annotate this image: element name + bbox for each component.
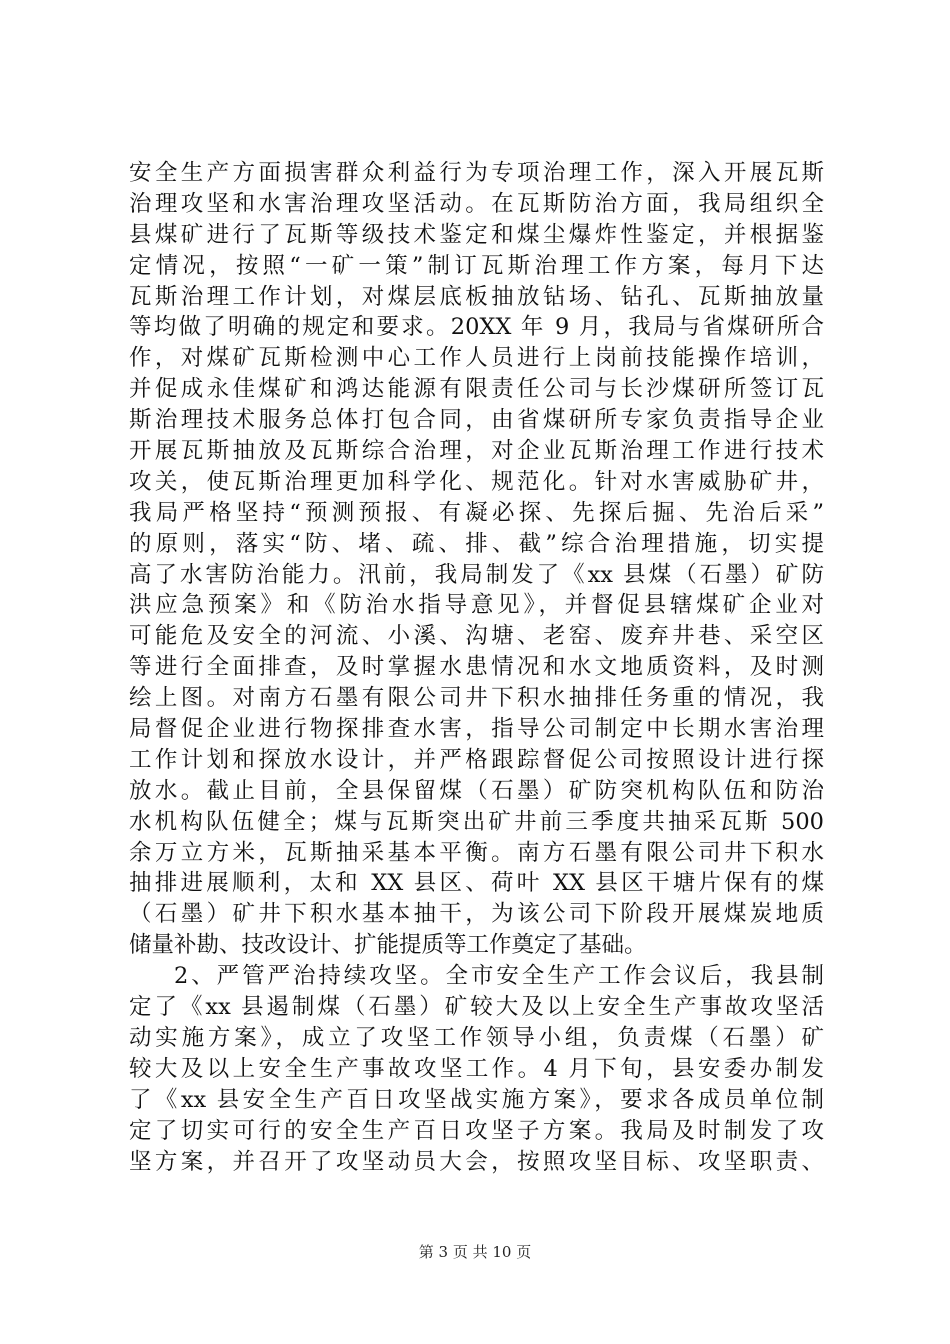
text-line: 放水。截止目前，全县保留煤（石墨）矿防突机构队伍和防治 (129, 777, 824, 804)
text-line: 高了水害防治能力。汛前，我局制发了《xx 县煤（石墨）矿防 (129, 561, 824, 588)
text-line: 开展瓦斯抽放及瓦斯综合治理，对企业瓦斯治理工作进行技术 (129, 438, 824, 465)
text-line: 我局严格坚持“预测预报、有凝必探、先探后掘、先治后采” (129, 499, 824, 526)
text-line: 余万立方米，瓦斯抽采基本平衡。南方石墨有限公司井下积水 (129, 839, 824, 866)
text-line: 县煤矿进行了瓦斯等级技术鉴定和煤尘爆炸性鉴定，并根据鉴 (129, 221, 824, 248)
text-line: 较大及以上安全生产事故攻坚工作。4 月下旬，县安委办制发 (129, 1055, 824, 1082)
text-line: 定了《xx 县遏制煤（石墨）矿较大及以上安全生产事故攻坚活 (129, 994, 824, 1021)
text-line: 攻关，使瓦斯治理更加科学化、规范化。针对水害威胁矿井， (129, 468, 824, 495)
text-line: 绘上图。对南方石墨有限公司井下积水抽排任务重的情况，我 (129, 685, 824, 712)
text-line: 工作计划和探放水设计，并严格跟踪督促公司按照设计进行探 (129, 746, 824, 773)
text-line: 安全生产方面损害群众利益行为专项治理工作，深入开展瓦斯 (129, 160, 824, 186)
text-line: 了《xx 县安全生产百日攻坚战实施方案》，要求各成员单位制 (129, 1086, 824, 1113)
page-footer: 第 3 页 共 10 页 (418, 1243, 532, 1261)
text-line: （石墨）矿井下积水基本抽干，为该公司下阶段开展煤炭地质 (129, 901, 824, 928)
text-line: 洪应急预案》和《防治水指导意见》，并督促县辖煤矿企业对 (129, 592, 824, 619)
text-line: 2、严管严治持续攻坚。全市安全生产工作会议后，我县制 (174, 963, 824, 990)
text-line: 作，对煤矿瓦斯检测中心工作人员进行上岗前技能操作培训， (129, 345, 824, 372)
text-line: 局督促企业进行物探排查水害，指导公司制定中长期水害治理 (129, 716, 824, 743)
text-line: 储量补勘、技改设计、扩能提质等工作奠定了基础。 (129, 932, 647, 959)
text-line: 抽排进展顺利，太和 XX 县区、荷叶 XX 县区干塘片保有的煤 (129, 870, 824, 897)
text-line: 坚方案，并召开了攻坚动员大会，按照攻坚目标、攻坚职责、 (129, 1148, 824, 1175)
text-line: 等均做了明确的规定和要求。20XX 年 9 月，我局与省煤研所合 (129, 314, 824, 341)
text-line: 水机构队伍健全；煤与瓦斯突出矿井前三季度共抽采瓦斯 500 (129, 808, 824, 835)
text-line: 定情况，按照“一矿一策”制订瓦斯治理工作方案，每月下达 (129, 252, 824, 279)
text-line: 并促成永佳煤矿和鸿达能源有限责任公司与长沙煤研所签订瓦 (129, 376, 824, 403)
text-line: 斯治理技术服务总体打包合同，由省煤研所专家负责指导企业 (129, 407, 824, 434)
text-line: 可能危及安全的河流、小溪、沟塘、老窑、废弃井巷、采空区 (129, 623, 824, 650)
text-line: 等进行全面排查，及时掌握水患情况和水文地质资料，及时测 (129, 654, 824, 681)
text-line: 治理攻坚和水害治理攻坚活动。在瓦斯防治方面，我局组织全 (129, 190, 824, 217)
text-line: 瓦斯治理工作计划，对煤层底板抽放钻场、钻孔、瓦斯抽放量 (129, 283, 824, 310)
body-text (129, 158, 824, 1177)
text-line: 的原则，落实“防、堵、疏、排、截”综合治理措施，切实提 (129, 530, 824, 557)
text-line: 动实施方案》，成立了攻坚工作领导小组，负责煤（石墨）矿 (129, 1024, 824, 1051)
text-line: 定了切实可行的安全生产百日攻坚子方案。我局及时制发了攻 (129, 1117, 824, 1144)
